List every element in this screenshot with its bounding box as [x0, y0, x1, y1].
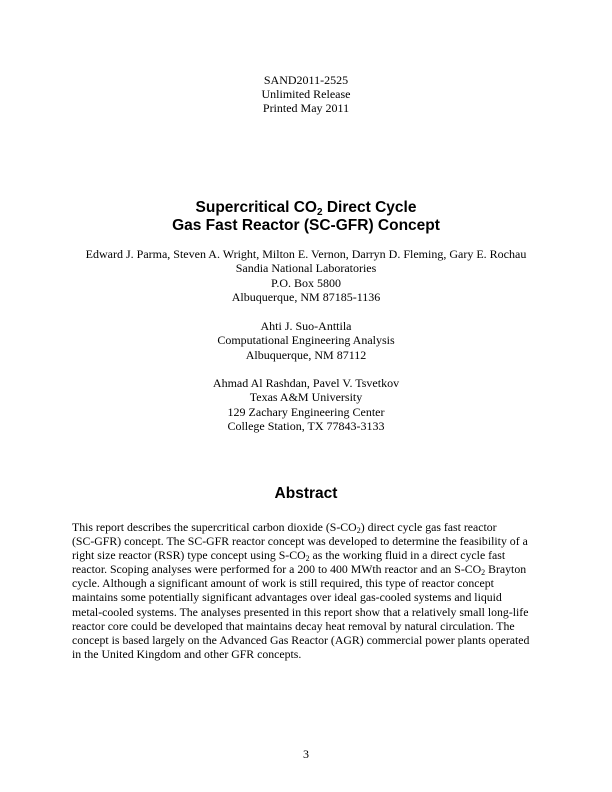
affiliation-line: Albuquerque, NM 87112: [245, 347, 367, 362]
abstract-line: (SC-GFR) concept. The SC-GFR reactor concept was developed to determine the feasibility of a: [72, 534, 528, 549]
document-title-line1: Supercritical $CO_2$ Direct Cycle: [195, 199, 417, 218]
print-date: Printed May 2011: [262, 101, 350, 115]
affiliation-line: Albuquerque, NM 87185-1136: [231, 289, 381, 304]
abstract-heading: Abstract: [274, 485, 338, 502]
page-number: 3: [303, 747, 309, 761]
affiliation-line: College Station, TX 77843-3133: [227, 418, 385, 433]
document-title-line2: Gas Fast Reactor (SC-GFR) Concept: [172, 217, 440, 234]
abstract-line: metal-cooled systems. The analyses presented in this report show that a relatively small long-life: [72, 604, 529, 619]
abstract-line: cycle. Although a significant amount of work is still required, this type of reactor concept: [72, 576, 494, 591]
abstract-line: right size reactor (RSR) type concept using $S-CO_2$ as the working fluid in a direct cycle fast: [72, 548, 506, 564]
abstract-line: maintains some potentially significant advantages over ideal gas-cooled systems and liquid: [72, 590, 502, 605]
affiliation-sandia: [0, 247, 612, 304]
author-names: Ahti J. Suo-Anttila: [260, 319, 352, 333]
report-number: SAND2011-2525: [263, 73, 349, 87]
abstract-line: reactor core could be developed that maintains decay heat removal by natural circulation. The: [72, 618, 515, 633]
abstract-line: This report describes the supercritical carbon dioxide $(S-CO_2)$ direct cycle gas fast reactor: [72, 520, 497, 535]
abstract-body: [72, 520, 552, 661]
author-names: Edward J. Parma, Steven A. Wright, Milton E. Vernon, Darryn D. Fleming, Gary E. Rochau: [85, 247, 527, 261]
abstract-line: reactor. Scoping analyses were performed for a 200 to 400 MWth reactor and an $S-CO_2$ Brayton: [72, 562, 527, 578]
affiliation-line: P.O. Box 5800: [270, 275, 341, 290]
affiliation-line: Texas A&M University: [249, 390, 363, 405]
abstract-line: in the United Kingdom and other GFR concepts.: [72, 646, 302, 661]
affiliation-line: Computational Engineering Analysis: [217, 333, 395, 348]
abstract-line: concept is based largely on the Advanced Gas Reactor (AGR) commercial power plants operated: [72, 632, 530, 647]
affiliation-line: Sandia National Laboratories: [235, 261, 377, 276]
affiliation-tamu: [0, 376, 612, 433]
release-statement: Unlimited Release: [261, 87, 351, 101]
affiliation-cea: [0, 319, 612, 362]
affiliation-line: 129 Zachary Engineering Center: [227, 404, 385, 419]
author-names: Ahmad Al Rashdan, Pavel V. Tsvetkov: [212, 376, 400, 390]
